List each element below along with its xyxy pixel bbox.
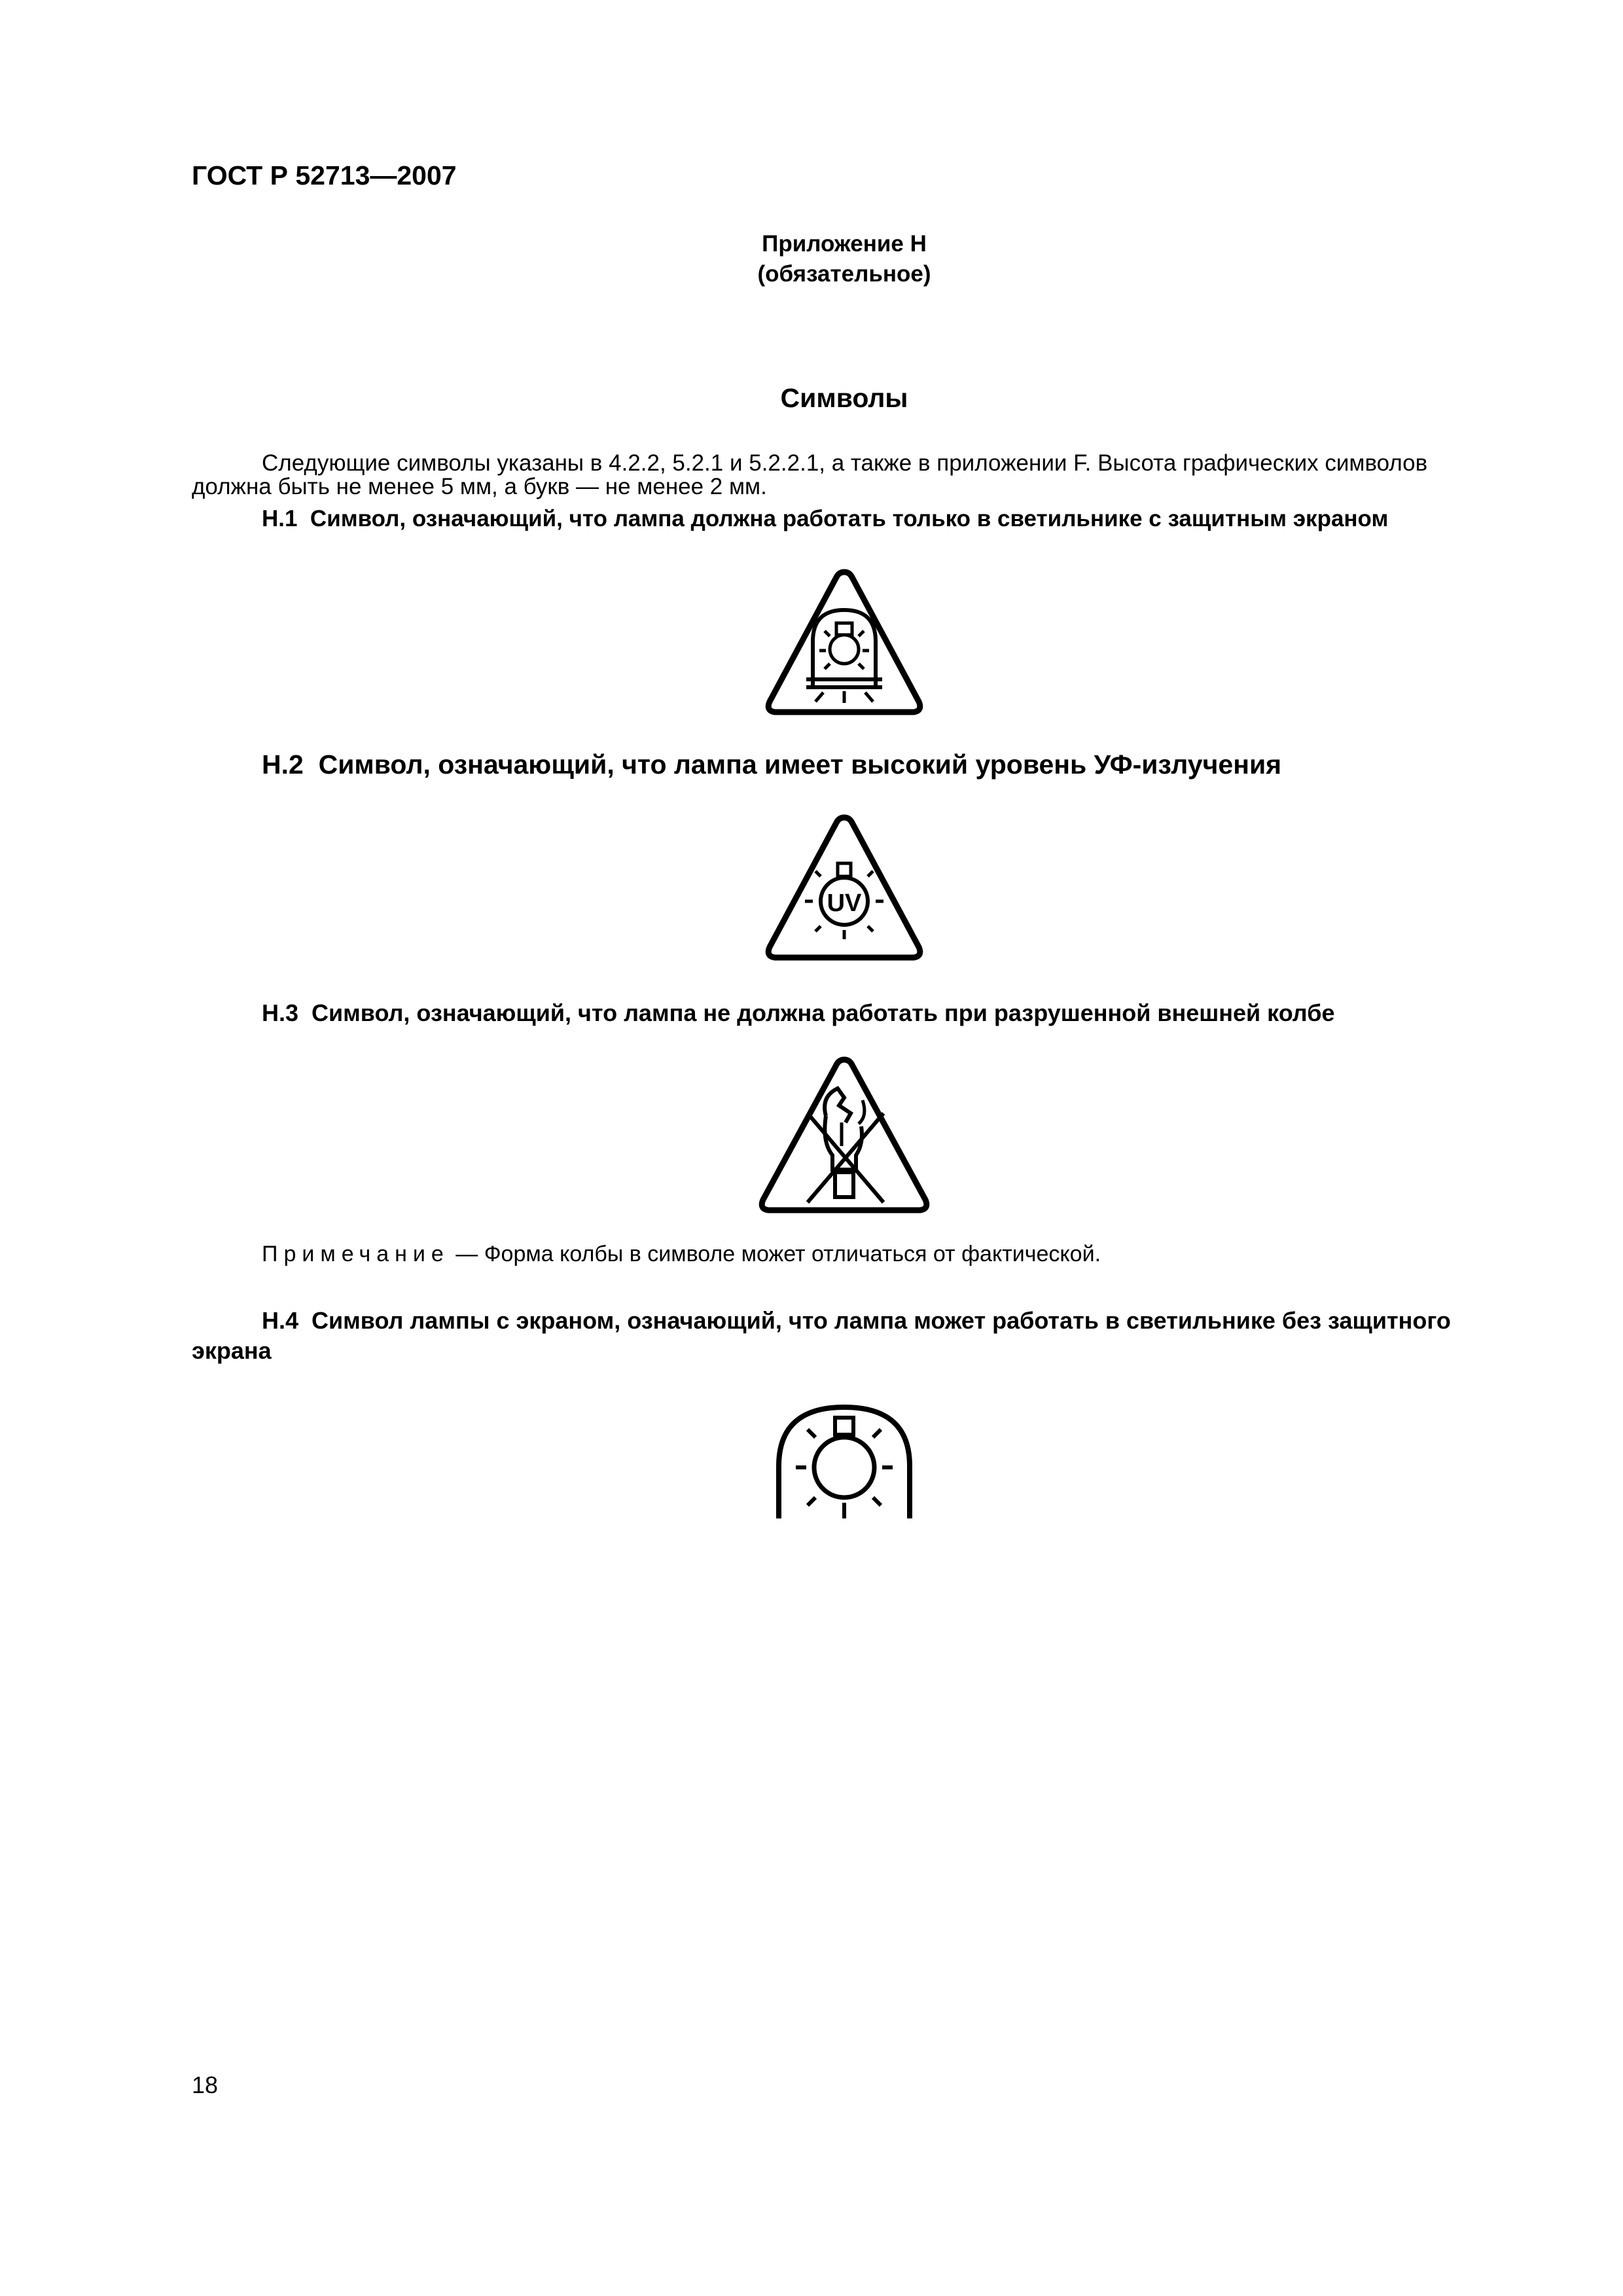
note-label: Примечание	[262, 1242, 450, 1266]
annex-status: (обязательное)	[757, 261, 931, 287]
item-h1-number: Н.1	[262, 506, 298, 531]
annex-title: Приложение Н	[762, 231, 927, 257]
note	[262, 1242, 1101, 1267]
annex-heading	[0, 229, 1623, 289]
uv-warning-icon	[759, 808, 929, 972]
item-h3-number: Н.3	[262, 999, 299, 1026]
item-h2-text: Символ, означающий, что лампа имеет высокий уровень УФ-излучения	[318, 749, 1282, 780]
intro-paragraph	[192, 452, 1501, 499]
item-h4-text-line-2: экрана	[192, 1337, 272, 1364]
item-h1-heading	[262, 506, 1388, 532]
intro-line-1: Следующие символы указаны в 4.2.2, 5.2.1 и 5.2.2.1, а также в приложении F. Высота графических символов	[262, 450, 1428, 476]
shielded-lamp-icon	[766, 1394, 923, 1538]
item-h2-number: Н.2	[262, 749, 304, 780]
item-h3-text: Символ, означающий, что лампа не должна работать при разрушенной внешней колбе	[312, 999, 1335, 1026]
item-h4-line-1	[192, 1306, 1501, 1336]
intro-line-2: должна быть не менее 5 мм, а букв — не менее 2 мм.	[192, 474, 767, 499]
item-h4-heading	[192, 1306, 1501, 1366]
item-h2-heading	[262, 749, 1281, 780]
lamp-in-luminaire-warning-icon	[759, 563, 929, 726]
uv-icon-label: UV	[827, 889, 862, 917]
section-title: Символы	[780, 383, 908, 413]
note-text: — Форма колбы в символе может отличаться от фактической.	[449, 1242, 1101, 1266]
broken-bulb-prohibited-icon	[753, 1050, 936, 1227]
item-h4-number: Н.4	[262, 1307, 299, 1334]
item-h1-text: Символ, означающий, что лампа должна работать только в светильнике с защитным экраном	[310, 506, 1389, 531]
item-h4-text-line-1: Символ лампы с экраном, означающий, что лампа может работать в светильнике без защитного	[312, 1307, 1451, 1334]
page-number: 18	[192, 2072, 219, 2098]
item-h3-heading	[262, 999, 1334, 1027]
document-code: ГОСТ Р 52713—2007	[192, 160, 457, 190]
